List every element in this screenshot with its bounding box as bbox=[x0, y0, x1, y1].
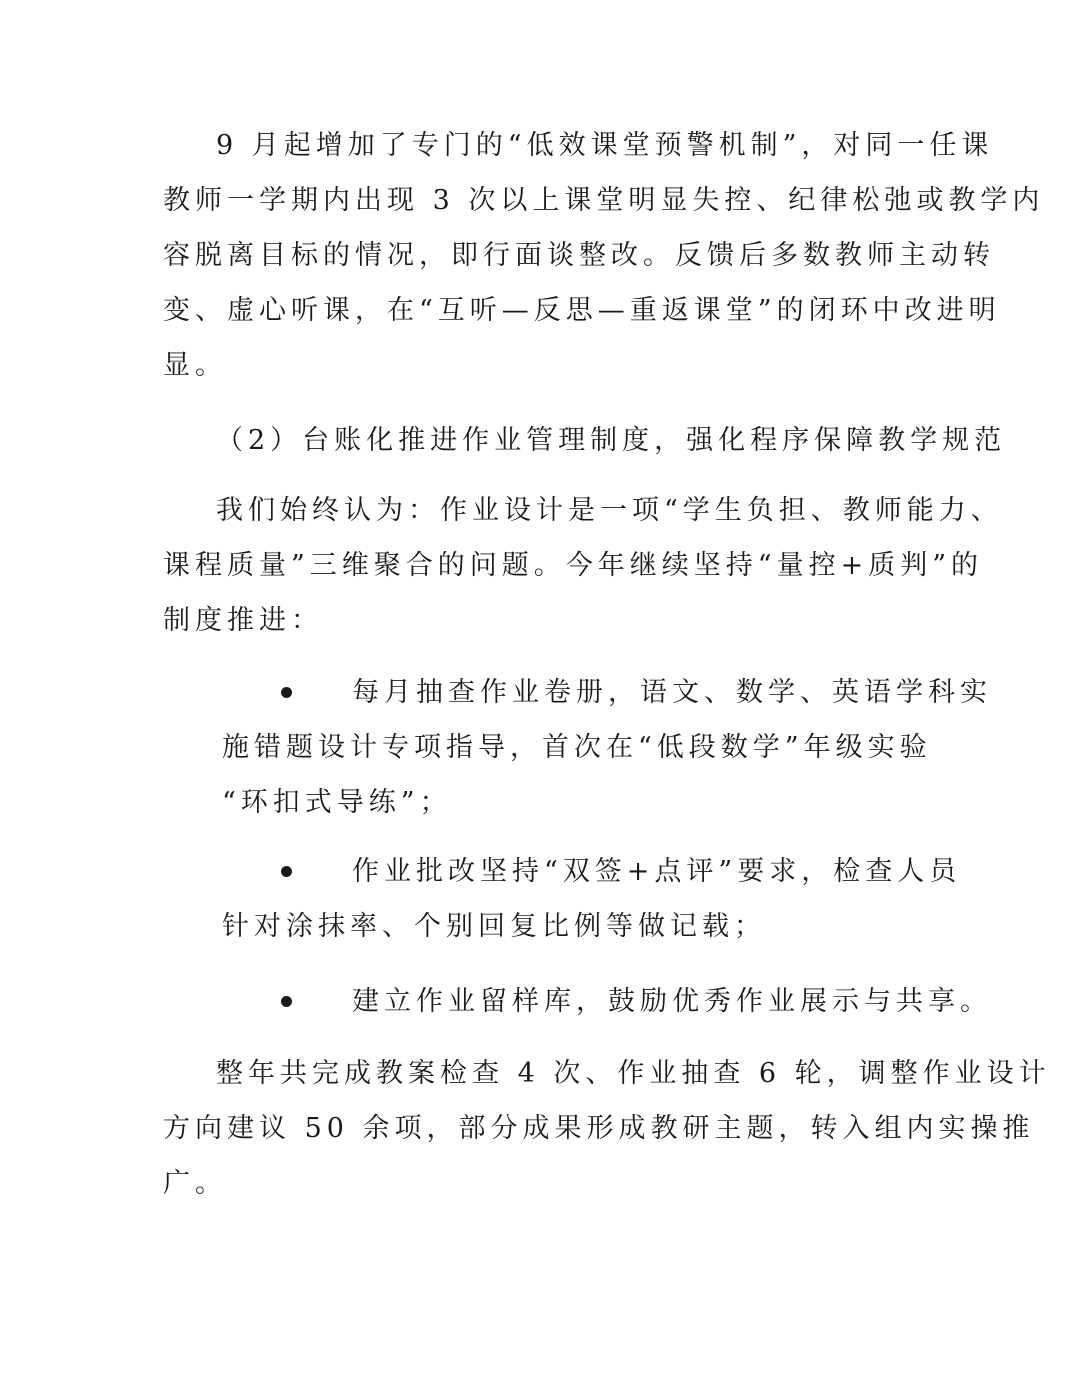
paragraph-line: 容脱离目标的情况，即行面谈整改。反馈后多数教师主动转 bbox=[163, 240, 995, 271]
paragraph-line: 方向建议 50 余项，部分成果形成教研主题，转入组内实操推 bbox=[163, 1113, 1035, 1144]
bullet-line: 作业批改坚持“双签+点评”要求，检查人员 bbox=[352, 856, 962, 887]
paragraph-line: 我们始终认为：作业设计是一项“学生负担、教师能力、 bbox=[216, 495, 1003, 526]
paragraph-line: 9 月起增加了专门的“低效课堂预警机制”，对同一任课 bbox=[216, 130, 994, 161]
paragraph-line: 整年共完成教案检查 4 次、作业抽查 6 轮，调整作业设计 bbox=[216, 1058, 1051, 1089]
paragraph-line: 课程质量”三维聚合的问题。今年继续坚持“量控+质判”的 bbox=[163, 550, 984, 581]
bullet-line: “环扣式导练”； bbox=[222, 787, 452, 818]
paragraph-line: 显。 bbox=[163, 350, 227, 381]
paragraph-line: 制度推进： bbox=[163, 605, 323, 636]
paragraph-line: 广。 bbox=[163, 1168, 227, 1199]
paragraph-line: 教师一学期内出现 3 次以上课堂明显失控、纪律松弛或教学内 bbox=[163, 185, 1045, 216]
section-heading: （2）台账化推进作业管理制度，强化程序保障教学规范 bbox=[216, 425, 1007, 456]
bullet-line: 施错题设计专项指导，首次在“低段数学”年级实验 bbox=[222, 732, 932, 763]
paragraph-line: 变、虚心听课，在“互听—反思—重返课堂”的闭环中改进明 bbox=[163, 295, 1001, 326]
bullet-line: 针对涂抹率、个别回复比例等做记载； bbox=[222, 911, 766, 942]
bullet-line: 建立作业留样库，鼓励优秀作业展示与共享。 bbox=[352, 986, 992, 1017]
bullet-line: 每月抽查作业卷册，语文、数学、英语学科实 bbox=[352, 677, 992, 708]
bullet-dot-icon bbox=[281, 996, 292, 1007]
bullet-dot-icon bbox=[281, 866, 292, 877]
bullet-dot-icon bbox=[281, 687, 292, 698]
